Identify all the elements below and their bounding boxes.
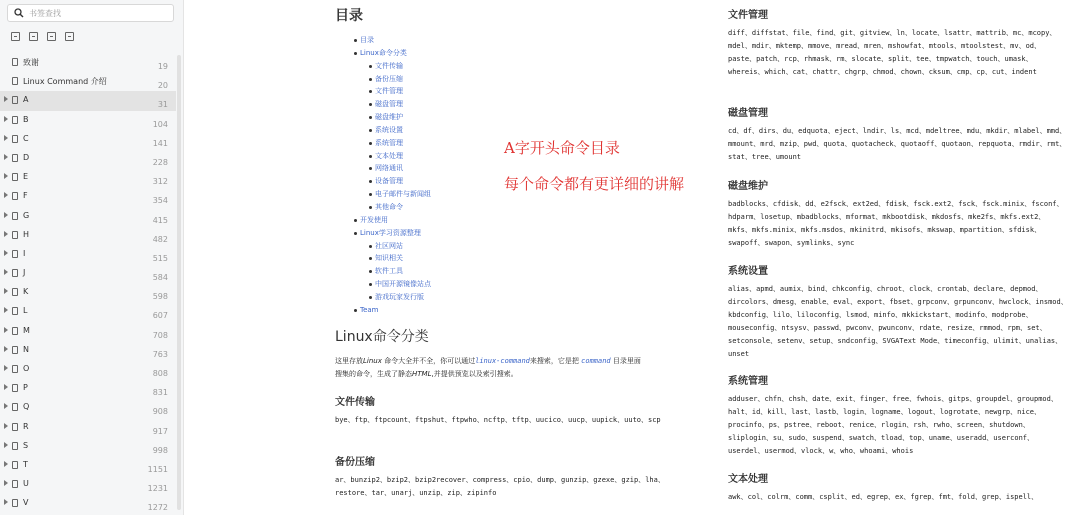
bookmark-page-number: 1231 [147,484,168,494]
bookmark-icon [12,423,18,431]
expand-arrow-icon[interactable] [4,423,8,429]
bookmark-label: G [23,210,30,220]
bookmark-page-number: 141 [152,138,168,148]
bookmark-item[interactable] [0,322,176,341]
toc-link[interactable]: 其他命令 [369,201,431,214]
bookmark-item[interactable] [0,91,176,110]
bookmark-page-number: 1151 [147,464,168,474]
bookmark-label: J [23,268,26,278]
expand-arrow-icon[interactable] [4,499,8,505]
bookmark-page-number: 354 [152,196,168,206]
bookmark-search[interactable] [7,4,174,22]
bookmark-label: M [23,325,30,335]
command-dir-link[interactable]: command [581,357,611,365]
bookmark-icon [12,269,18,277]
bookmark-icon [12,173,18,181]
toc-link[interactable]: 系统管理 [369,137,431,150]
annotation-a-commands: A字开头命令目录 [504,139,620,157]
bookmark-icon [12,307,18,315]
expand-arrow-icon[interactable] [4,365,8,371]
section-title: 系统设置 [728,266,768,277]
bookmark-item[interactable] [0,53,176,72]
bookmark-icon [12,346,18,354]
toc-link[interactable]: 磁盘管理 [369,98,431,111]
bookmark-label: F [23,191,28,201]
toc-link[interactable]: 设备管理 [369,175,431,188]
bookmark-list [0,53,176,514]
bookmark-icon [12,116,18,124]
section-text: bye、ftp、ftpcount、ftpshut、ftpwho、ncftp、tftp、uucico、uucp、uupick、uuto、scp [335,416,661,424]
toc-link[interactable]: 软件工具 [369,265,431,278]
section-title: 磁盘管理 [728,108,768,119]
section-text: ar、bunzip2、bzip2、bzip2recover、compress、cpio、dump、gunzip、gzexe、gzip、lha、restore、tar、unarj、unzip、zip、zipinfo [335,476,665,497]
expand-arrow-icon[interactable] [4,384,8,390]
bookmark-page-number: 908 [152,407,168,417]
bookmark-item[interactable] [0,130,176,149]
toc-link[interactable]: 目录 [354,34,431,47]
bookmark-sidebar [0,0,184,515]
section-title: 文件传输 [335,397,375,408]
document-toc [354,34,431,317]
document-page-right [705,0,1080,515]
bookmark-label: Q [23,402,30,412]
bookmark-icon [12,384,18,392]
bookmark-page-number: 1272 [147,503,168,513]
bookmark-page-number: 917 [152,426,168,436]
section-text: cd、df、dirs、du、edquota、eject、lndir、ls、mcd、mdeltree、mdu、mkdir、mlabel、mmd、mmount、mrd、mzip、pwd、quota、quotacheck、quotaoff、quotaon、repquota、rmdir、rmt、stat、tree、umount [728,127,1067,161]
section-text: adduser、chfn、chsh、date、exit、finger、free、fwhois、gitps、groupdel、groupmod、halt、id、kill、last、lastb、login、logname、logout、logrotate、newgrp、nice、procinfo、ps、pstree、reboot、renice、rlogin、rsh、rwho、screen、shutdown、sliplogin、su、sudo、suspend、swatch、tload、top、uname、useradd、userconf、userdel、usermod、vlock、w、who、whoami、whois [728,395,1058,455]
section-title: 文件管理 [728,10,768,21]
bookmark-item[interactable] [0,494,176,513]
bookmark-page-number: 763 [152,349,168,359]
toc-link[interactable]: 网络通讯 [369,162,431,175]
bookmark-page-number: 584 [152,273,168,283]
section-text: alias、apmd、aumix、bind、chkconfig、chroot、clock、crontab、declare、depmod、dircolors、dmesg、enable、eval、export、fbset、grpconv、grpunconv、hwclock、insmod、kbdconfig、lilo、liloconfig、lsmod、minfo、mkkickstart、modinfo、modprobe、mouseconfig、ntsysv、passwd、pwconv、pwunconv、rdate、resize、rmmod、rpm、set、setconsole、setenv、setup、sndconfig、SVGAText Mode、timeconfig、ulimit、unalias、unset [728,285,1068,358]
bookmark-icon [12,77,18,85]
toc-title: 目录 [335,8,363,24]
bookmark-item[interactable] [0,168,176,187]
bookmark-label: 致谢 [23,58,39,67]
bookmark-icon [12,365,18,373]
toc-link[interactable]: 游戏玩家发行版 [369,291,431,304]
toc-link[interactable]: 磁盘维护 [369,111,431,124]
bookmark-page-number: 228 [152,157,168,167]
section-text: awk、col、colrm、comm、csplit、ed、egrep、ex、fgrep、fmt、fold、grep、ispell、 [728,493,1039,501]
bookmark-icon [12,499,18,507]
bookmark-label: D [23,152,30,162]
expand-all-icon[interactable] [11,32,20,41]
toc-link[interactable]: 文件管理 [369,85,431,98]
bookmark-icon [12,461,18,469]
bookmark-page-number: 598 [152,292,168,302]
toc-link[interactable]: 文件传输 [369,60,431,73]
bookmark-label: E [23,172,29,182]
annotation-detailed: 每个命令都有更详细的讲解 [504,175,685,193]
expand-arrow-icon[interactable] [4,480,8,486]
bookmark-label: V [23,498,29,508]
bookmark-item[interactable] [0,398,176,417]
bookmark-item[interactable] [0,245,176,264]
bookmark-label: A [23,95,29,105]
bookmark-icon [12,250,18,258]
bookmark-icon [12,58,18,66]
bookmark-item[interactable] [0,456,176,475]
bookmark-item[interactable] [0,187,176,206]
bookmark-toolbar [11,32,74,41]
bookmark-icon [12,192,18,200]
search-icon [14,8,24,18]
bookmark-label: P [23,383,28,393]
expand-arrow-icon[interactable] [4,288,8,294]
bookmark-page-number: 708 [152,330,168,340]
bookmark-label: O [23,364,30,373]
bookmark-item[interactable] [0,360,176,379]
bookmark-icon [12,154,18,162]
bookmark-label: B [23,114,29,124]
bookmark-item[interactable] [0,437,176,456]
bookmark-label: I [23,248,26,258]
toc-link[interactable]: 文本处理 [369,150,431,163]
bookmark-page-number: 19 [157,62,168,71]
toc-link[interactable]: 知识相关 [369,252,431,265]
bookmark-icon [12,96,18,104]
bookmark-icon [12,403,18,411]
section-title: 磁盘维护 [728,181,768,192]
expand-arrow-icon[interactable] [4,307,8,313]
toc-link[interactable]: 系统设置 [369,124,431,137]
add-bookmark-icon[interactable] [47,32,56,41]
toc-link[interactable]: 中国开源镜像站点 [369,278,431,291]
expand-arrow-icon[interactable] [4,116,8,122]
bookmark-item[interactable] [0,283,176,302]
toc-link[interactable]: 备份压缩 [369,73,431,86]
bookmark-item[interactable] [0,226,176,245]
section-title: 系统管理 [728,376,768,387]
toc-link[interactable]: Linux学习资源整理 [354,227,431,240]
section-text: diff、diffstat、file、find、git、gitview、ln、locate、lsattr、mattrib、mc、mcopy、mdel、mdir、mktemp、mmove、mread、mren、mshowfat、mtools、mtoolstest、mv、od、paste、patch、rcp、rhmask、rm、slocate、split、tee、tmpwatch、touch、umask、whereis、which、cat、chattr、chgrp、chmod、chown、cksum、cmp、cp、cut、indent [728,29,1057,76]
bookmark-page-number: 312 [152,177,168,187]
bookmark-page-number: 607 [152,311,168,321]
bookmark-page-number: 998 [152,445,168,455]
bookmark-options-icon[interactable] [65,32,74,41]
bookmark-item[interactable] [0,475,176,494]
bookmark-icon [12,327,18,335]
expand-arrow-icon[interactable] [4,250,8,256]
expand-arrow-icon[interactable] [4,327,8,333]
expand-arrow-icon[interactable] [4,461,8,467]
bookmark-icon [12,442,18,450]
bookmark-search-input[interactable] [29,9,159,18]
bookmark-page-number: 20 [157,81,168,91]
section-text: badblocks、cfdisk、dd、e2fsck、ext2ed、fdisk、fsck.ext2、fsck、fsck.minix、fsconf、hdparm、losetup、mbadblocks、mformat、mkbootdisk、mkdosfs、mke2fs、mkfs.ext2、mkfs、mkfs.minix、mkfs.msdos、mkinitrd、mkisofs、mkswap、mpartition、sfdisk、swapoff、swapon、symlinks、sync [728,200,1064,247]
expand-arrow-icon[interactable] [4,442,8,448]
bookmark-icon [12,288,18,296]
category-title: Linux命令分类 [335,329,429,345]
bookmark-label: L [23,306,28,316]
sidebar-scrollbar[interactable] [177,55,181,510]
expand-arrow-icon[interactable] [4,269,8,275]
bookmark-item[interactable] [0,111,176,130]
bookmark-item[interactable] [0,149,176,168]
bookmark-page-number: 831 [152,388,168,398]
bookmark-label: C [23,133,29,143]
expand-arrow-icon[interactable] [4,212,8,218]
expand-arrow-icon[interactable] [4,231,8,237]
bookmark-item[interactable] [0,207,176,226]
intro-paragraph: 这里存放Linux 命令大全并不全，你可以通过linux-command来搜索，它是把 command 目录里面 搜集的命令，生成了静态HTML,并提供预览以及索引搜索。 [335,357,641,378]
toc-link[interactable]: 开发使用 [354,214,431,227]
bookmark-page-number: 808 [152,369,168,378]
collapse-all-icon[interactable] [29,32,38,41]
bookmark-label: N [23,344,29,354]
toc-link[interactable]: 社区网站 [369,240,431,253]
expand-arrow-icon[interactable] [4,403,8,409]
toc-link[interactable]: 电子邮件与新闻组 [369,188,431,201]
bookmark-item[interactable] [0,418,176,437]
bookmark-label: H [23,229,30,239]
document-page-left [312,0,702,515]
toc-link[interactable]: Linux命令分类 [354,47,431,60]
expand-arrow-icon[interactable] [4,346,8,352]
bookmark-label: Linux Command 介绍 [23,77,107,87]
bookmark-item[interactable] [0,264,176,283]
bookmark-label: T [23,459,28,469]
bookmark-item[interactable] [0,72,176,91]
expand-arrow-icon[interactable] [4,154,8,160]
linux-command-link[interactable]: linux-command [475,357,530,365]
bookmark-page-number: 31 [157,100,168,110]
expand-arrow-icon[interactable] [4,135,8,141]
expand-arrow-icon[interactable] [4,192,8,198]
expand-arrow-icon[interactable] [4,173,8,179]
bookmark-page-number: 415 [152,215,168,225]
section-title: 文本处理 [728,474,768,485]
bookmark-icon [12,231,18,239]
bookmark-icon [12,212,18,220]
bookmark-page-number: 482 [152,234,168,244]
bookmark-label: R [23,421,29,431]
bookmark-page-number: 104 [152,119,168,129]
bookmark-item[interactable] [0,341,176,360]
toc-link[interactable]: Team [354,304,431,317]
bookmark-page-number: 515 [152,253,168,263]
bookmark-item[interactable] [0,302,176,321]
bookmark-label: K [23,287,29,297]
bookmark-label: U [23,479,29,489]
bookmark-icon [12,135,18,143]
expand-arrow-icon[interactable] [4,96,8,102]
bookmark-item[interactable] [0,379,176,398]
section-title: 备份压缩 [335,457,375,468]
bookmark-label: S [23,440,29,450]
bookmark-icon [12,480,18,488]
